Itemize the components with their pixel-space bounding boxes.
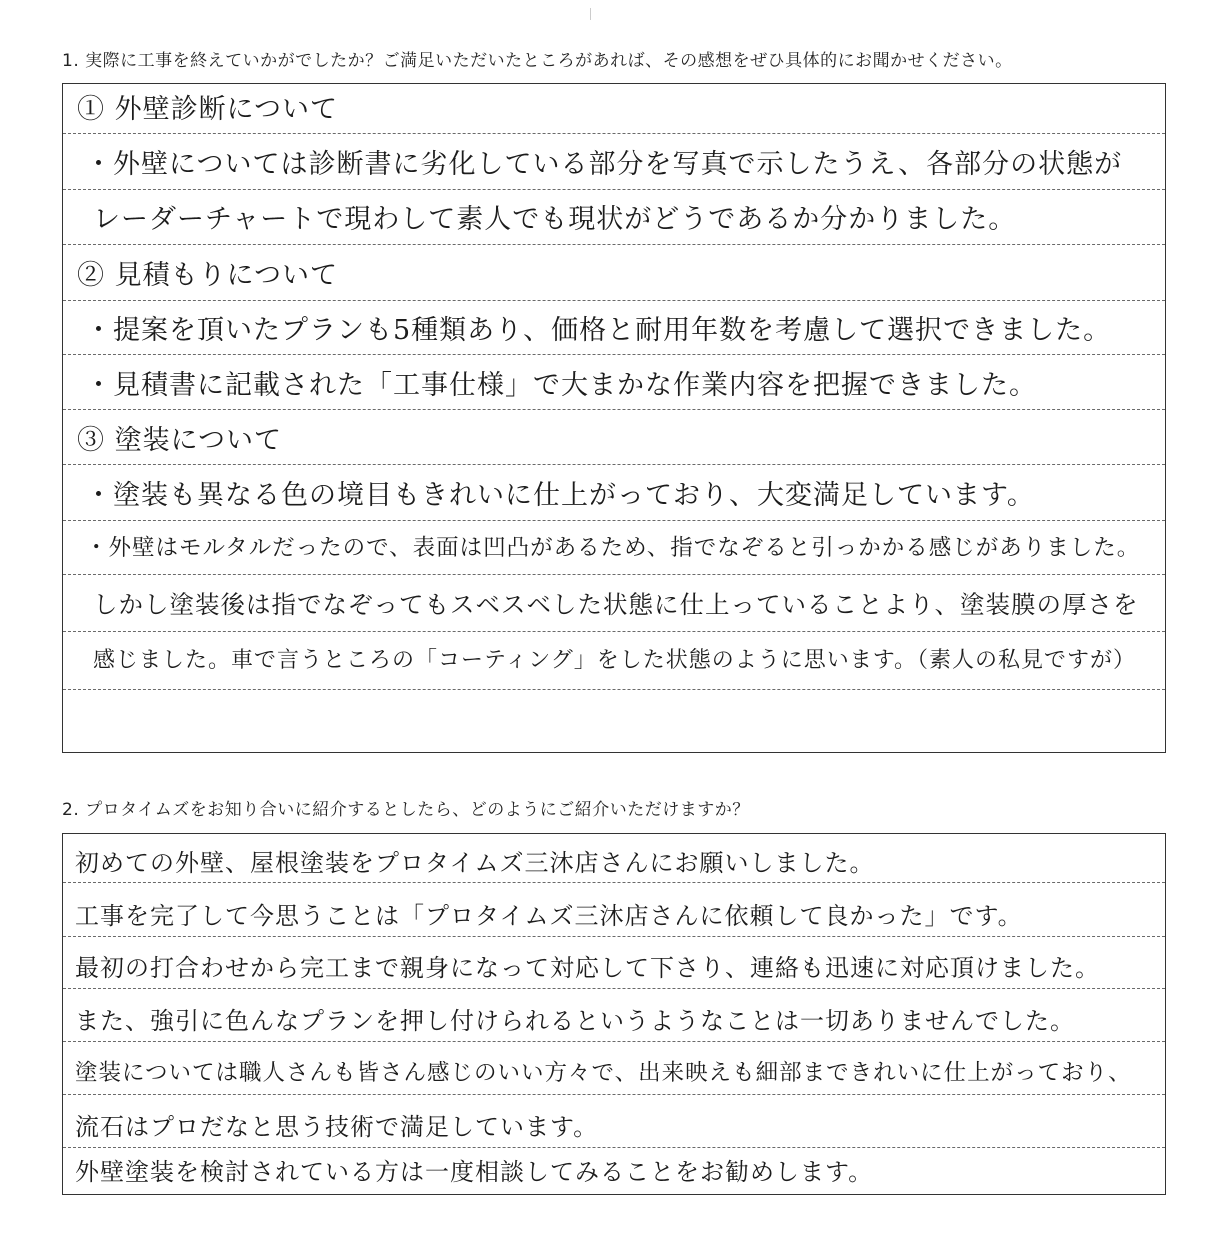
answer-1-line-11: 感じました。車で言うところの「コーティング」をした状態のように思います。（素人の私見ですが）	[93, 648, 1137, 673]
question-2-label: 2. プロタイムズをお知り合いに紹介するとしたら、どのようにご紹介いただけますか？	[62, 800, 750, 820]
ruled-line	[63, 988, 1165, 989]
answer-1-line-3: レーダーチャートで現わして素人でも現状がどうであるか分かりました。	[93, 204, 1017, 235]
ruled-line	[63, 354, 1165, 355]
ruled-line	[63, 520, 1165, 521]
ruled-line	[63, 189, 1165, 190]
ruled-line	[63, 409, 1165, 410]
answer-1-line-5: ・提案を頂いたプランも5種類あり、価格と耐用年数を考慮して選択できました。	[85, 315, 1112, 346]
answer-1-line-1: ① 外壁診断について	[77, 94, 339, 125]
ruled-line	[63, 1147, 1165, 1148]
ruled-line	[63, 300, 1165, 301]
ruled-line	[63, 631, 1165, 632]
ruled-line	[63, 1094, 1165, 1095]
answer-1-line-2: ・外壁については診断書に劣化している部分を写真で示したうえ、各部分の状態が	[85, 149, 1123, 180]
answer-1-line-8: ・塗装も異なる色の境目もきれいに仕上がっており、大変満足しています。	[85, 480, 1035, 511]
ruled-line	[63, 882, 1165, 883]
answer-2-line-5: 塗装については職人さんも皆さん感じのいい方々で、出来映えも細部まできれいに仕上がっており、	[75, 1060, 1132, 1086]
scan-mark	[590, 8, 601, 20]
ruled-line	[63, 133, 1165, 134]
answer-1-line-4: ② 見積もりについて	[77, 260, 339, 291]
ruled-line	[63, 574, 1165, 575]
answer-2-line-6: 流石はプロだなと思う技術で満足しています。	[75, 1113, 599, 1141]
answer-2-line-4: また、強引に色んなプランを押し付けられるというようなことは一切ありませんでした。	[75, 1007, 1075, 1035]
answer-1-line-10: しかし塗装後は指でなぞってもスベスベした状態に仕上っていることより、塗装膜の厚さを	[93, 590, 1139, 619]
ruled-line	[63, 936, 1165, 937]
ruled-line	[63, 1041, 1165, 1042]
answer-2-line-3: 最初の打合わせから完工まで親身になって対応して下さり、連絡も迅速に対応頂けました。	[75, 954, 1100, 982]
ruled-line	[63, 689, 1165, 690]
answer-1-line-6: ・見積書に記載された「工事仕様」で大まかな作業内容を把握できました。	[85, 370, 1037, 401]
answer-2-line-2: 工事を完了して今思うことは「プロタイムズ三沐店さんに依頼して良かった」です。	[75, 902, 1023, 930]
ruled-line	[63, 464, 1165, 465]
answer-box-1	[62, 83, 1166, 753]
answer-1-line-7: ③ 塗装について	[77, 425, 283, 456]
ruled-line	[63, 244, 1165, 245]
answer-2-line-7: 外壁塗装を検討されている方は一度相談してみることをお勧めします。	[75, 1158, 874, 1186]
answer-2-line-1: 初めての外壁、屋根塗装をプロタイムズ三沐店さんにお願いしました。	[75, 849, 875, 877]
answer-box-2	[62, 833, 1166, 1195]
question-1-label: 1. 実際に工事を終えていかがでしたか？ご満足いただいたところがあれば、その感想をぜひ具体的にお聞かせください。	[62, 51, 1013, 71]
answer-1-line-9: ・外壁はモルタルだったので、表面は凹凸があるため、指でなぞると引っかかる感じがありました。	[85, 535, 1141, 561]
